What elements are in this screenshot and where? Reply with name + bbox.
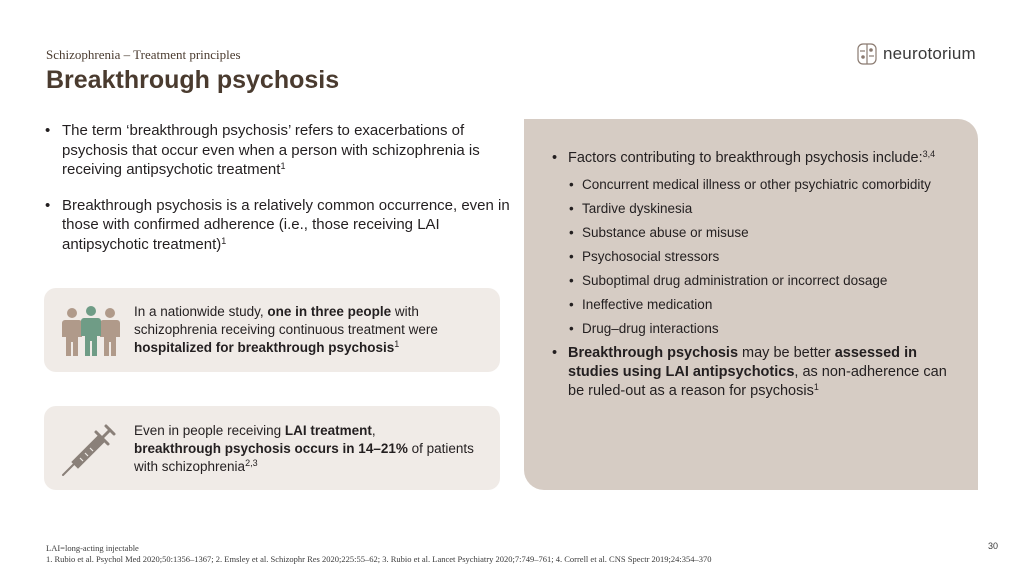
references: 1. Rubio et al. Psychol Med 2020;50:1356–1367; 2. Emsley et al. Schizophr Res 2020;225:55–62; 3. Rubio et al. Lancet Psychiatry 2020;7:749–761; 4. Correll et al. CNS Spectr 2019;24:354–370 [46,554,712,564]
list-item: • Drug–drug interactions [568,320,951,337]
people-icon [62,306,120,358]
section-label: Schizophrenia – Treatment principles [46,47,241,62]
abbreviation-note: LAI=long-acting injectable [46,543,139,553]
list-item: • Suboptimal drug administration or incorrect dosage [568,272,951,289]
factors-bullet: • Factors contributing to breakthrough psychosis include:$^{3,4}$ • Concurrent medical illness or other psychiatric comorbidity • Tardive dyskinesia • Substance abuse or misuse • Psychosocial stressors • Suboptimal drug administration or incorrect dosage • Ineffective medication • Drug–drug interactions [551,149,951,337]
list-item: • Tardive dyskinesia [568,200,951,217]
page-title: Breakthrough psychosis [46,66,340,94]
factors-panel [524,119,978,490]
factors-bullets [551,149,951,401]
logo-text: neurotorium [883,44,976,63]
lai-callout [44,406,500,490]
lai-callout-text: Even in people receiving LAI treatment, breakthrough psychosis occurs in 14–21% of patients with schizophrenia$^{2,3}$ [134,423,474,474]
brain-logo-icon [857,43,877,65]
list-item: • Psychosocial stressors [568,248,951,265]
logo [857,43,976,65]
syringe-icon [60,422,118,478]
study-callout [44,288,500,372]
page-number: 30 [988,541,999,551]
factors-list [568,176,951,337]
list-item: • Concurrent medical illness or other psychiatric comorbidity [568,176,951,193]
footnotes [46,543,712,565]
intro-bullets [44,121,514,270]
study-callout-text: In a nationwide study, one in three people with schizophrenia receiving continuous treatment were hospitalized for breakthrough psychosis$^1$ [134,304,438,355]
list-item: • Ineffective medication [568,296,951,313]
bullet-prevalence: • Breakthrough psychosis is a relatively common occurrence, even in those with confirmed adherence (i.e., those receiving LAI antipsychotic treatment)$^1$ [44,196,514,255]
assessment-bullet: • Breakthrough psychosis may be better assessed in studies using LAI antipsychotics, as non-adherence can be ruled-out as a reason for psychosis$^1$ [551,344,951,401]
list-item: • Substance abuse or misuse [568,224,951,241]
bullet-definition: • The term ‘breakthrough psychosis’ refers to exacerbations of psychosis that occur even when a person with schizophrenia is receiving antipsychotic treatment$^1$ [44,121,514,180]
